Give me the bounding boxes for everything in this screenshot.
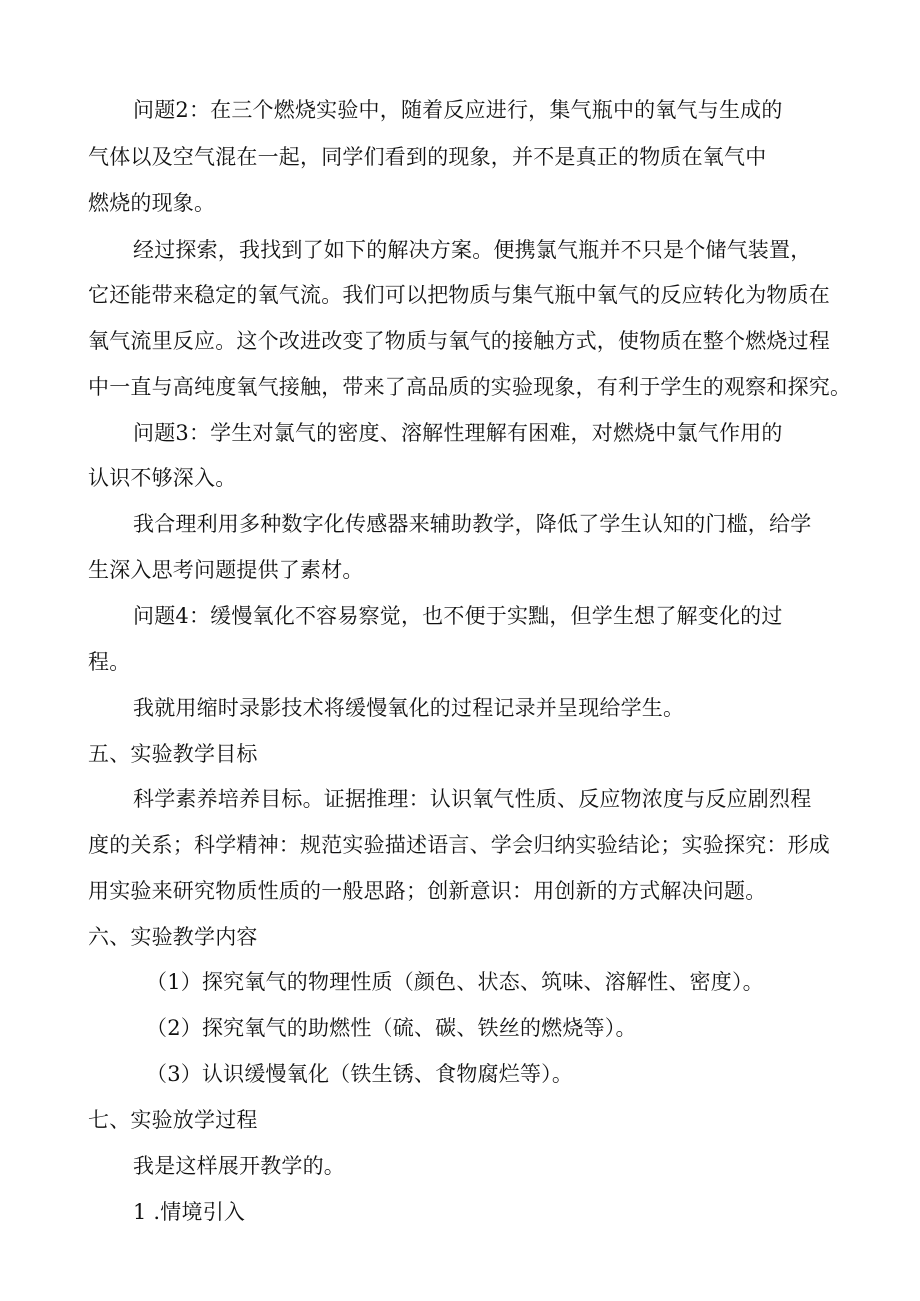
- paragraph-line: 用实验来研究物质性质的一般思路；创新意识：用创新的方式解决问题。: [88, 879, 767, 903]
- content-list-item: （2）探究氧气的助燃性（硫、碳、铁丝的燃烧等）。: [146, 1016, 637, 1040]
- paragraph-line: 程。: [88, 650, 131, 674]
- section-heading-objectives: 五、实验教学目标: [88, 742, 258, 766]
- paragraph-line: 我就用缩时录影技术将缓慢氧化的过程记录并呈现给学生。: [133, 696, 685, 720]
- paragraph-line: 经过探索，我找到了如下的解决方案。便携氯气瓶并不只是个储气装置，: [133, 238, 812, 262]
- paragraph-line: 中一直与高纯度氧气接触，带来了高品质的实验现象，有利于学生的观察和探究。: [88, 375, 852, 399]
- paragraph-line: 度的关系；科学精神：规范实验描述语言、学会归纳实验结论；实验探究：形成: [88, 833, 830, 857]
- paragraph-line: 燃烧的现象。: [88, 191, 216, 215]
- paragraph-line: 问题4：缓慢氧化不容易察觉，也不便于实黜，但学生想了解变化的过: [133, 604, 783, 628]
- paragraph-line: 我合理利用多种数字化传感器来辅助教学，降低了学生认知的门槛，给学: [133, 512, 812, 536]
- paragraph-line: 认识不够深入。: [88, 466, 237, 490]
- content-list-item: （3）认识缓慢氧化（铁生锈、食物腐烂等）。: [146, 1062, 574, 1086]
- paragraph-line: 它还能带来稳定的氧气流。我们可以把物质与集气瓶中氧气的反应转化为物质在: [88, 283, 830, 307]
- section-heading-content: 六、实验教学内容: [88, 925, 258, 949]
- paragraph-line: 问题2：在三个燃烧实验中，随着反应进行，集气瓶中的氧气与生成的: [133, 98, 783, 122]
- paragraph-line: 科学素养培养目标。证据推理：认识氧气性质、反应物浓度与反应剧烈程: [133, 787, 812, 811]
- paragraph-line: 我是这样展开教学的。: [133, 1154, 345, 1178]
- content-list-item: （1）探究氧气的物理性质（颜色、状态、筑味、溶解性、密度）。: [146, 970, 764, 994]
- paragraph-line: 氧气流里反应。这个改进改变了物质与氧气的接触方式，使物质在整个燃烧过程: [88, 329, 830, 353]
- paragraph-line: 问题3：学生对氯气的密度、溶解性理解有困难，对燃烧中氯气作用的: [133, 421, 783, 445]
- paragraph-line: 生深入思考问题提供了素材。: [88, 558, 364, 582]
- subsection-heading: 1 .情境引入: [133, 1200, 246, 1224]
- section-heading-process: 七、实验放学过程: [88, 1108, 258, 1132]
- paragraph-line: 气体以及空气混在一起，同学们看到的现象，并不是真正的物质在氧气中: [88, 145, 767, 169]
